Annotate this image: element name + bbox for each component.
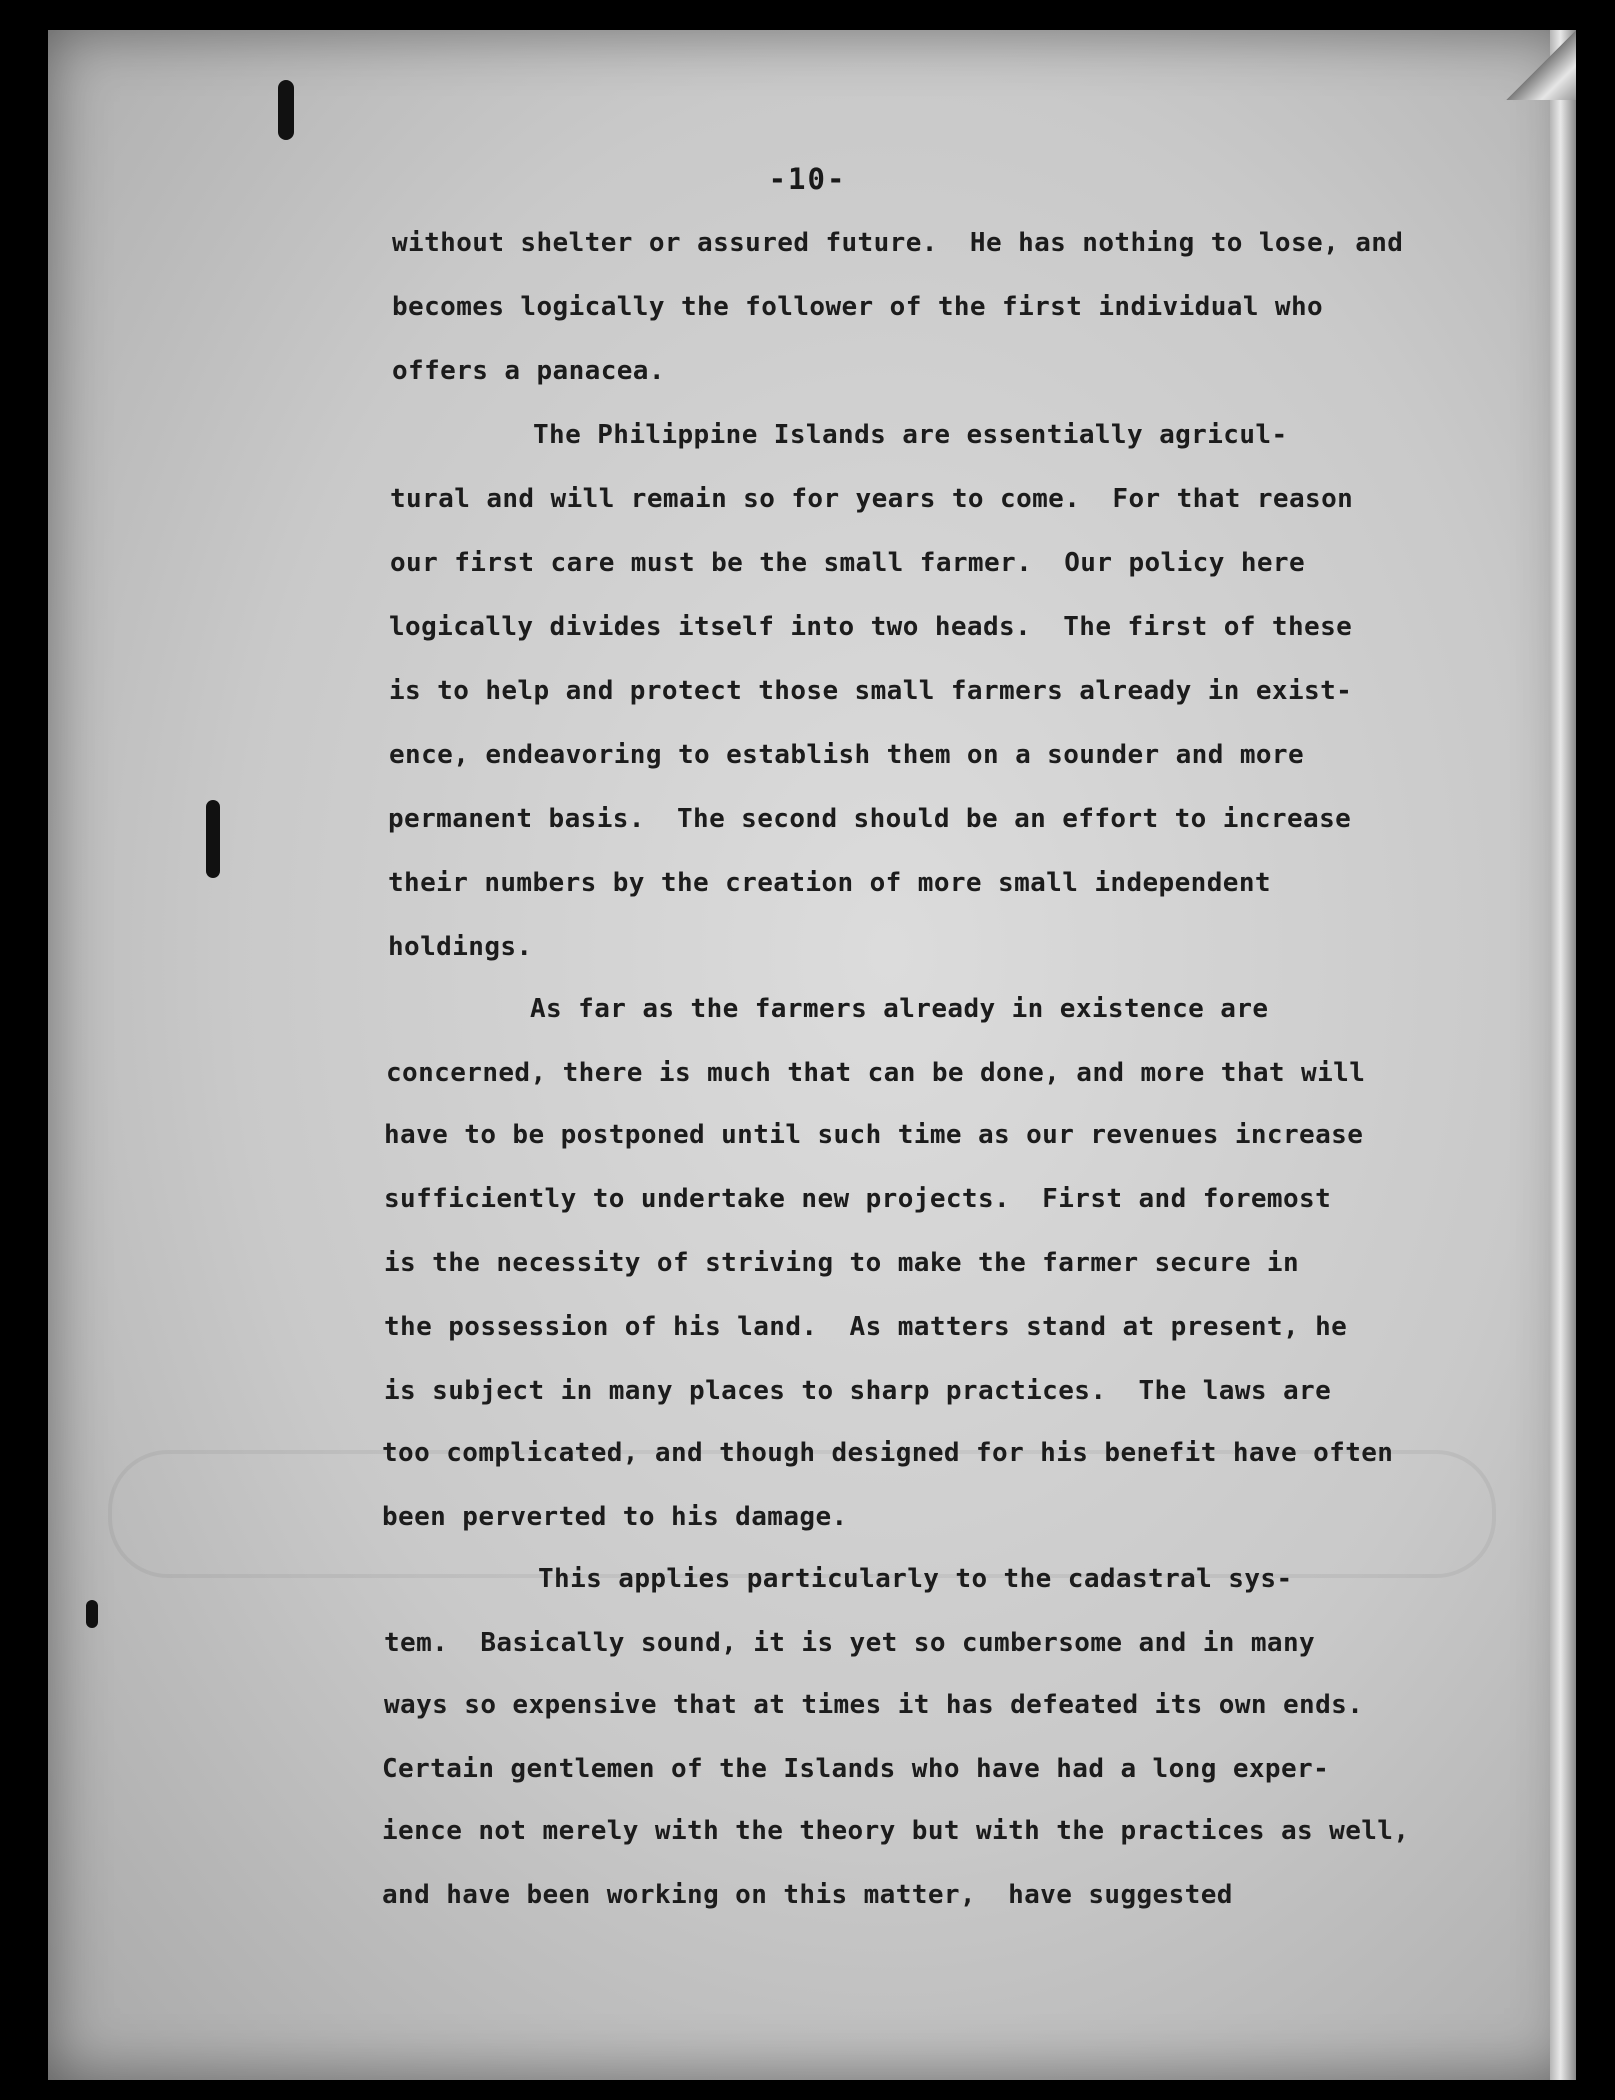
text-line: holdings.: [388, 932, 533, 962]
text-line: permanent basis. The second should be an effort to increase: [388, 804, 1352, 834]
text-line: is subject in many places to sharp practices. The laws are: [384, 1376, 1332, 1406]
ink-blot: [86, 1600, 98, 1628]
text-line: This applies particularly to the cadastral sys-: [538, 1564, 1293, 1594]
text-line: the possession of his land. As matters stand at present, he: [384, 1312, 1348, 1342]
text-line: tem. Basically sound, it is yet so cumbersome and in many: [384, 1628, 1316, 1658]
text-line: our first care must be the small farmer. Our policy here: [390, 548, 1306, 578]
ink-blot: [278, 80, 294, 140]
text-line: ways so expensive that at times it has defeated its own ends.: [384, 1690, 1364, 1720]
text-line: without shelter or assured future. He has nothing to lose, and: [392, 228, 1404, 258]
text-line: tural and will remain so for years to come. For that reason: [390, 484, 1354, 514]
text-line: ience not merely with the theory but with the practices as well,: [382, 1816, 1410, 1846]
text-line: their numbers by the creation of more small independent: [388, 868, 1271, 898]
text-line: ence, endeavoring to establish them on a sounder and more: [389, 740, 1305, 770]
text-line: concerned, there is much that can be done, and more that will: [386, 1058, 1366, 1088]
text-line: sufficiently to undertake new projects. First and foremost: [384, 1184, 1332, 1214]
ink-blot: [206, 800, 220, 878]
text-line: offers a panacea.: [392, 356, 665, 386]
corner-fold: [1506, 30, 1576, 100]
text-line: been perverted to his damage.: [382, 1502, 848, 1532]
text-line: The Philippine Islands are essentially agricul-: [533, 420, 1288, 450]
text-line: is the necessity of striving to make the farmer secure in: [384, 1248, 1300, 1278]
text-line: too complicated, and though designed for his benefit have often: [382, 1438, 1394, 1468]
text-line: Certain gentlemen of the Islands who have had a long exper-: [382, 1754, 1330, 1784]
paper-edge: [1550, 30, 1576, 2080]
text-line: As far as the farmers already in existence are: [530, 994, 1269, 1024]
text-line: have to be postponed until such time as our revenues increase: [384, 1120, 1364, 1150]
text-line: logically divides itself into two heads. The first of these: [389, 612, 1353, 642]
text-line: and have been working on this matter, have suggested: [382, 1880, 1233, 1910]
text-line: is to help and protect those small farmers already in exist-: [389, 676, 1353, 706]
text-line: becomes logically the follower of the first individual who: [392, 292, 1324, 322]
page-number: -10-: [768, 162, 847, 196]
